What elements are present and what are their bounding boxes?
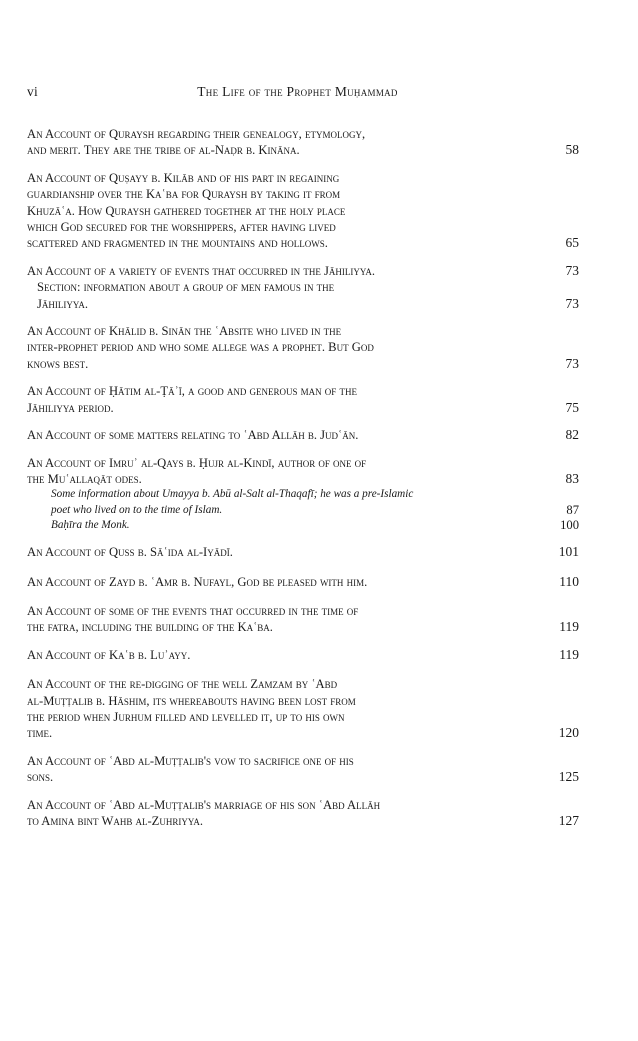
page-number: 58 [565,142,579,158]
page-number: 65 [565,235,579,251]
entry-line: An Account of ʿAbd al-Muṭṭalib's vow to sacrifice one of his [27,753,354,768]
toc-entry [27,263,579,312]
page-number: 73 [565,355,579,371]
entry-line-text: scattered and fragmented in the mountains and hollows. [27,236,328,251]
folio-number: vi [27,84,39,99]
toc-entry [27,544,579,560]
page-number: 100 [560,517,579,532]
entry-line-text: An Account of a variety of events that occurred in the Jāhiliyya. [27,263,376,278]
entry-line [27,400,579,416]
entry-line [27,544,579,560]
entry-line-text: to Amina bint Wahb al-Zuhriyya. [27,814,204,829]
entry-line [27,142,579,158]
entry-line: Khuzāʿa. How Quraysh gathered together at the holy place [27,203,346,218]
entry-line [27,235,579,251]
toc-entry [27,323,579,372]
entry-line-text: the Muʿallaqāt odes. [27,471,142,486]
entry-line: al-Muṭṭalib b. Hāshim, its whereabouts having been lost from [27,693,356,708]
table-of-contents [27,126,579,840]
page-number: 120 [558,725,579,741]
entry-line-text: and merit. They are the tribe of al-Naḍr b. Kināna. [27,143,300,158]
section-line-text: Jāhiliyya. [37,296,89,311]
toc-entry [27,676,579,742]
toc-entry [27,126,579,159]
toc-entry [27,753,579,786]
running-head: The Life of the Prophet Muḥammad [197,84,398,99]
page-number: 75 [565,399,579,415]
toc-entry [27,647,579,663]
page-number: 125 [558,769,579,785]
page-number: 87 [566,502,579,517]
page-number: 119 [559,619,579,635]
section-line [27,296,579,312]
entry-line [27,263,579,279]
page-number: 83 [565,470,579,486]
entry-line-text: An Account of some matters relating to ʿAbd Allāh b. Judʿān. [27,428,359,443]
entry-line: An Account of some of the events that occurred in the time of [27,604,359,619]
entry-line [27,427,579,443]
entry-line: An Account of Quṣayy b. Kilāb and of his part in regaining [27,170,340,185]
entry-line-text: An Account of Kaʿb b. Luʾayy. [27,647,191,662]
toc-entry [27,603,579,636]
entry-line: which God secured for the worshippers, after having lived [27,220,336,235]
entry-line: An Account of Khālid b. Sinān the ʿAbsite who lived in the [27,324,342,339]
entry-line [27,356,579,372]
entry-line [27,647,579,663]
section-line: Section: information about a group of men famous in the [37,280,335,295]
entry-line: inter-prophet period and who some allege was a prophet. But God [27,340,374,355]
page-number: 101 [558,544,579,560]
entry-line: guardianship over the Kaʿba for Quraysh by taking it from [27,187,341,202]
toc-entry [27,455,579,534]
toc-entry [27,574,579,590]
entry-line: the period when Jurhum filled and levelled it, up to his own [27,710,345,725]
entry-line: An Account of ʿAbd al-Muṭṭalib's marriage of his son ʿAbd Allāh [27,797,381,812]
entry-line [27,471,579,487]
page-number: 110 [559,573,579,589]
entry-line: An Account of Quraysh regarding their genealogy, etymology, [27,127,366,141]
page-number: 82 [565,427,579,443]
subentry-line [27,503,579,518]
entry-line-text: An Account of Zayd b. ʿAmr b. Nufayl, God be pleased with him. [27,574,368,589]
toc-entry [27,170,579,252]
page-number: 119 [559,646,579,662]
entry-line-text: Jāhiliyya period. [27,400,114,415]
subentry-line: Some information about Umayya b. Abū al-Salt al-Thaqafī; he was a pre-Islamic [51,488,414,501]
entry-line: An Account of Imruʾ al-Qays b. Ḥujr al-Kindī, author of one of [27,455,367,470]
entry-line [27,619,579,635]
entry-line-text: An Account of Quss b. Sāʿida al-Iyādī. [27,545,233,560]
page-number: 127 [558,813,579,829]
toc-entry [27,797,579,830]
toc-entry [27,383,579,416]
page-number: 73 [565,262,579,278]
subentry-line-text: poet who lived on to the time of Islam. [51,503,223,516]
toc-entry [27,427,579,443]
entry-line-text: the fatra, including the building of the Kaʿba. [27,620,273,635]
entry-line-text: sons. [27,770,54,785]
entry-line [27,574,579,590]
entry-line [27,769,579,785]
entry-line: An Account of the re-digging of the well Zamzam by ʿAbd [27,677,338,692]
entry-line [27,725,579,741]
entry-line [27,813,579,829]
entry-line-text: time. [27,726,53,741]
subentry-line [27,518,579,533]
entry-line: An Account of Ḥātim al-Ṭāʾī, a good and generous man of the [27,384,357,399]
entry-line-text: knows best. [27,356,89,371]
page-number: 73 [565,295,579,311]
subentry-line-text: Baḥīra the Monk. [51,518,130,531]
